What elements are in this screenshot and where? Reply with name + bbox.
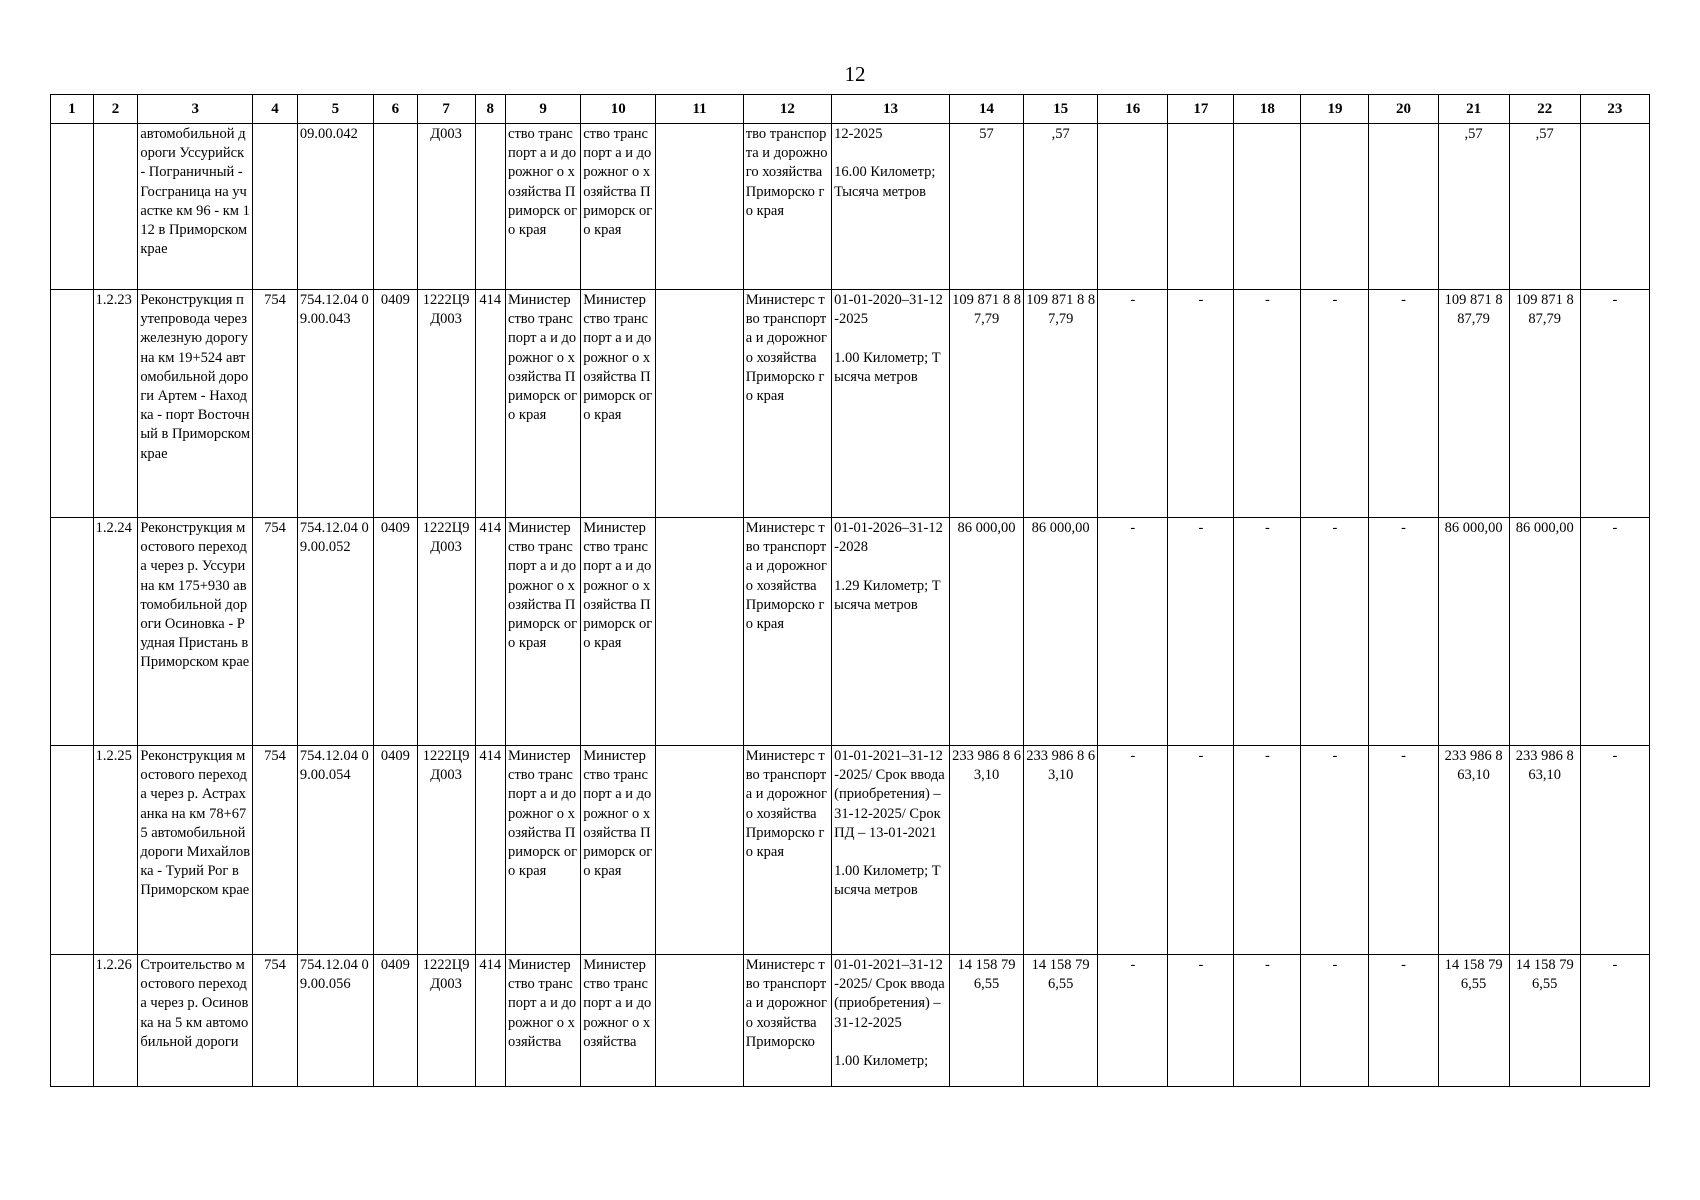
cell-col15: 233 986 8 63,10: [1024, 746, 1098, 955]
cell-account: 754.12.04 09.00.052: [297, 518, 373, 746]
cell-col19: [1301, 124, 1369, 290]
column-header: 23: [1580, 95, 1649, 124]
column-header: 9: [506, 95, 581, 124]
cell-col17: -: [1168, 290, 1234, 518]
column-header: 5: [297, 95, 373, 124]
cell-developer: Министерс тво транспорта и дорожного хозяйства Приморско: [743, 955, 831, 1087]
cell-number: 1.2.24: [93, 518, 138, 746]
cell-col11: [656, 124, 743, 290]
cell-index: [51, 955, 94, 1087]
cell-col19: -: [1301, 518, 1369, 746]
cell-col15: 109 871 8 87,79: [1024, 290, 1098, 518]
cell-expense-type: 414: [475, 746, 505, 955]
cell-col16: -: [1098, 290, 1168, 518]
cell-col20: -: [1369, 746, 1438, 955]
table-row: [51, 955, 1650, 1087]
cell-code: 754: [253, 955, 298, 1087]
data-table: [50, 94, 1650, 1087]
cell-object-name: Реконструкция мостового перехода через р. Астраханка на км 78+675 автомобильной дороги Михайловка - Турий Рог в Приморском крае: [138, 746, 253, 955]
cell-customer: Министер ство транспорт а и дорожног о хозяйства Приморск ого края: [581, 746, 656, 955]
column-header: 8: [475, 95, 505, 124]
cell-col21: 233 986 8 63,10: [1438, 746, 1509, 955]
column-header: 16: [1098, 95, 1168, 124]
cell-authority: ство транспорт а и дорожног о хозяйства Приморск ого края: [506, 124, 581, 290]
cell-account: 09.00.042: [297, 124, 373, 290]
column-header: 13: [832, 95, 950, 124]
cell-col22: 14 158 79 6,55: [1509, 955, 1580, 1087]
cell-developer: Министерс тво транспорта и дорожного хозяйства Приморско го края: [743, 290, 831, 518]
cell-col21: 86 000,00: [1438, 518, 1509, 746]
cell-index: [51, 290, 94, 518]
cell-col18: -: [1234, 290, 1301, 518]
cell-col11: [656, 746, 743, 955]
cell-object-name: Реконструкция путепровода через железную дорогу на км 19+524 автомобильной дороги Артем - Находка - порт Восточный в Приморском крае: [138, 290, 253, 518]
table-row: [51, 518, 1650, 746]
cell-col14: 109 871 8 87,79: [949, 290, 1023, 518]
cell-section: 0409: [374, 955, 418, 1087]
cell-col20: -: [1369, 955, 1438, 1087]
column-header: 1: [51, 95, 94, 124]
cell-col20: [1369, 124, 1438, 290]
column-header: 11: [656, 95, 743, 124]
cell-object-name: Реконструкция мостового перехода через р. Уссури на км 175+930 автомобильной дороги Осиновка - Рудная Пристань в Приморском крае: [138, 518, 253, 746]
cell-col23: -: [1580, 290, 1649, 518]
cell-col17: [1168, 124, 1234, 290]
cell-period-capacity: 12-2025 16.00 Километр; Тысяча метров: [832, 124, 950, 290]
cell-number: 1.2.23: [93, 290, 138, 518]
cell-col18: -: [1234, 746, 1301, 955]
cell-col15: 86 000,00: [1024, 518, 1098, 746]
cell-col14: 57: [949, 124, 1023, 290]
cell-account: 754.12.04 09.00.056: [297, 955, 373, 1087]
cell-code: [253, 124, 298, 290]
cell-period-capacity: 01-01-2020–31-12-2025 1.00 Километр; Тысяча метров: [832, 290, 950, 518]
cell-col11: [656, 955, 743, 1087]
column-header: 22: [1509, 95, 1580, 124]
cell-target-article: 1222Ц9 Д003: [417, 746, 475, 955]
cell-developer: тво транспорта и дорожного хозяйства Приморско го края: [743, 124, 831, 290]
cell-expense-type: 414: [475, 518, 505, 746]
column-header: 6: [374, 95, 418, 124]
cell-target-article: 1222Ц9 Д003: [417, 955, 475, 1087]
cell-col15: ,57: [1024, 124, 1098, 290]
cell-col23: -: [1580, 746, 1649, 955]
cell-code: 754: [253, 518, 298, 746]
cell-period-capacity: 01-01-2021–31-12-2025/ Срок ввода (приобретения) – 31-12-2025/ Срок ПД – 13-01-2021 1.00 Километр; Тысяча метров: [832, 746, 950, 955]
cell-customer: Министер ство транспорт а и дорожног о хозяйства Приморск ого края: [581, 518, 656, 746]
cell-authority: Министер ство транспорт а и дорожног о хозяйства: [506, 955, 581, 1087]
cell-target-article: Д003: [417, 124, 475, 290]
cell-col22: 86 000,00: [1509, 518, 1580, 746]
cell-section: [374, 124, 418, 290]
cell-col16: -: [1098, 518, 1168, 746]
cell-col16: -: [1098, 955, 1168, 1087]
cell-number: 1.2.25: [93, 746, 138, 955]
page-number: 12: [844, 62, 866, 86]
cell-account: 754.12.04 09.00.043: [297, 290, 373, 518]
cell-authority: Министер ство транспорт а и дорожног о хозяйства Приморск ого края: [506, 518, 581, 746]
table-row: [51, 746, 1650, 955]
column-header: 14: [949, 95, 1023, 124]
cell-col14: 14 158 79 6,55: [949, 955, 1023, 1087]
cell-col23: [1580, 124, 1649, 290]
cell-section: 0409: [374, 290, 418, 518]
table-row: [51, 290, 1650, 518]
cell-target-article: 1222Ц9 Д003: [417, 518, 475, 746]
cell-expense-type: 414: [475, 955, 505, 1087]
cell-customer: Министер ство транспорт а и дорожног о хозяйства Приморск ого края: [581, 290, 656, 518]
cell-section: 0409: [374, 746, 418, 955]
cell-developer: Министерс тво транспорта и дорожного хозяйства Приморско го края: [743, 746, 831, 955]
cell-index: [51, 124, 94, 290]
cell-col22: 233 986 8 63,10: [1509, 746, 1580, 955]
cell-code: 754: [253, 290, 298, 518]
cell-col21: 14 158 79 6,55: [1438, 955, 1509, 1087]
cell-col15: 14 158 79 6,55: [1024, 955, 1098, 1087]
column-header: 7: [417, 95, 475, 124]
table-row: [51, 124, 1650, 290]
cell-customer: ство транспорт а и дорожног о хозяйства Приморск ого края: [581, 124, 656, 290]
cell-number: [93, 124, 138, 290]
cell-expense-type: 414: [475, 290, 505, 518]
column-header: 12: [743, 95, 831, 124]
cell-col18: -: [1234, 955, 1301, 1087]
cell-period-capacity: 01-01-2021–31-12-2025/ Срок ввода (приобретения) – 31-12-2025 1.00 Километр;: [832, 955, 950, 1087]
cell-col21: 109 871 8 87,79: [1438, 290, 1509, 518]
cell-expense-type: [475, 124, 505, 290]
column-header: 10: [581, 95, 656, 124]
cell-col22: ,57: [1509, 124, 1580, 290]
cell-col20: -: [1369, 518, 1438, 746]
column-header: 18: [1234, 95, 1301, 124]
cell-account: 754.12.04 09.00.054: [297, 746, 373, 955]
column-header: 3: [138, 95, 253, 124]
cell-col16: [1098, 124, 1168, 290]
cell-col14: 86 000,00: [949, 518, 1023, 746]
cell-col11: [656, 290, 743, 518]
cell-col18: -: [1234, 518, 1301, 746]
cell-authority: Министер ство транспорт а и дорожног о хозяйства Приморск ого края: [506, 290, 581, 518]
cell-col16: -: [1098, 746, 1168, 955]
cell-col23: -: [1580, 518, 1649, 746]
cell-object-name: Строительство мостового перехода через р. Осиновка на 5 км автомобильной дороги: [138, 955, 253, 1087]
cell-col20: -: [1369, 290, 1438, 518]
cell-authority: Министер ство транспорт а и дорожног о хозяйства Приморск ого края: [506, 746, 581, 955]
column-header: 21: [1438, 95, 1509, 124]
cell-col14: 233 986 8 63,10: [949, 746, 1023, 955]
cell-period-capacity: 01-01-2026–31-12-2028 1.29 Километр; Тысяча метров: [832, 518, 950, 746]
cell-code: 754: [253, 746, 298, 955]
cell-object-name: автомобильной дороги Уссурийск - Пограничный - Госграница на участке км 96 - км 112 в Приморском крае: [138, 124, 253, 290]
column-header: 2: [93, 95, 138, 124]
cell-col19: -: [1301, 746, 1369, 955]
cell-index: [51, 746, 94, 955]
cell-section: 0409: [374, 518, 418, 746]
cell-col18: [1234, 124, 1301, 290]
cell-col17: -: [1168, 746, 1234, 955]
cell-number: 1.2.26: [93, 955, 138, 1087]
column-header: 20: [1369, 95, 1438, 124]
cell-col21: ,57: [1438, 124, 1509, 290]
cell-col11: [656, 518, 743, 746]
cell-col19: -: [1301, 290, 1369, 518]
cell-index: [51, 518, 94, 746]
header-row: [51, 95, 1650, 124]
column-header: 19: [1301, 95, 1369, 124]
cell-col19: -: [1301, 955, 1369, 1087]
cell-col22: 109 871 8 87,79: [1509, 290, 1580, 518]
cell-col23: -: [1580, 955, 1649, 1087]
column-header: 17: [1168, 95, 1234, 124]
cell-col17: -: [1168, 955, 1234, 1087]
column-header: 15: [1024, 95, 1098, 124]
cell-target-article: 1222Ц9 Д003: [417, 290, 475, 518]
cell-developer: Министерс тво транспорта и дорожного хозяйства Приморско го края: [743, 518, 831, 746]
cell-col17: -: [1168, 518, 1234, 746]
column-header: 4: [253, 95, 298, 124]
cell-customer: Министер ство транспорт а и дорожног о хозяйства: [581, 955, 656, 1087]
